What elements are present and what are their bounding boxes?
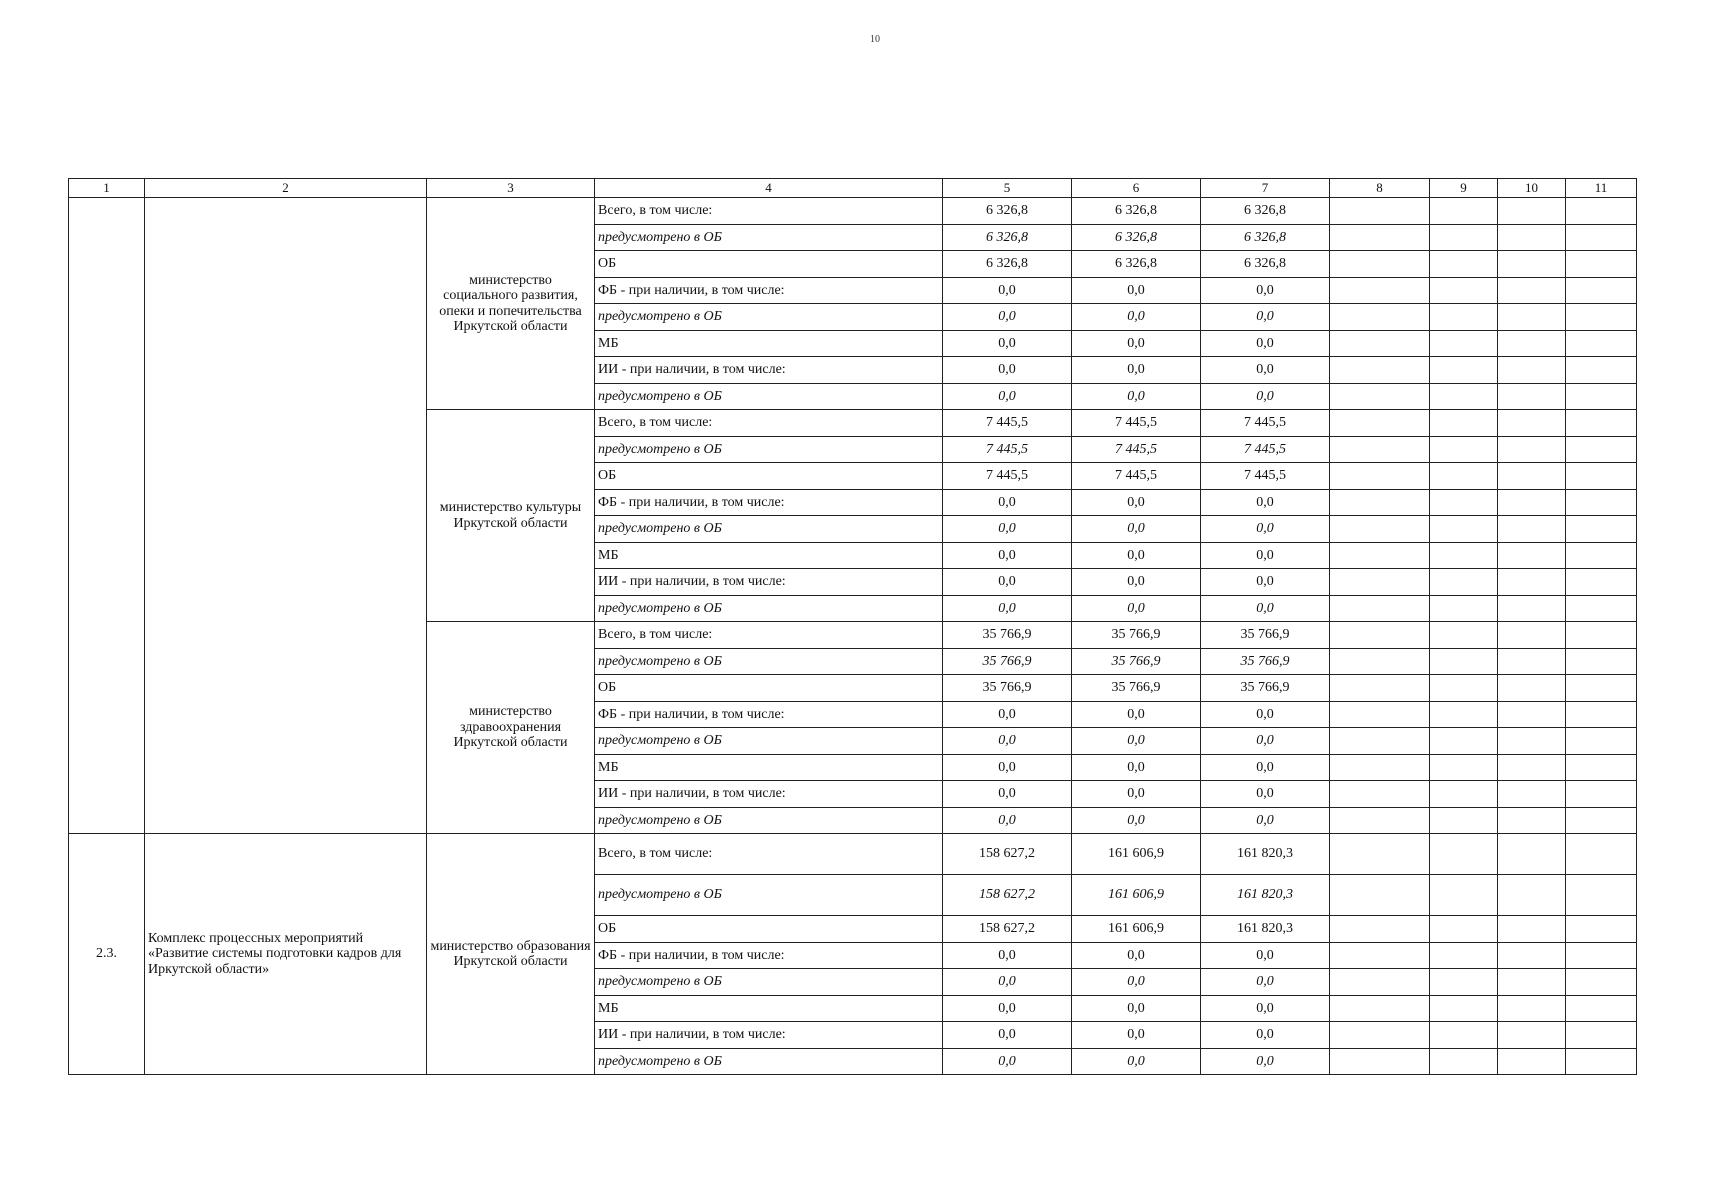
value-col5: 7 445,5: [943, 463, 1072, 490]
empty-cell-col9: [1430, 648, 1498, 675]
empty-cell-col10: [1498, 516, 1566, 543]
value-col7: 0,0: [1201, 1022, 1330, 1049]
empty-cell-col8: [1330, 304, 1430, 331]
empty-cell-col10: [1498, 569, 1566, 596]
funding-source-label: ОБ: [595, 675, 943, 702]
value-col5: 0,0: [943, 542, 1072, 569]
empty-cell-col11: [1566, 701, 1637, 728]
budget-table: [68, 178, 1637, 1075]
empty-cell-col11: [1566, 357, 1637, 384]
item-name-cell: [145, 198, 427, 834]
empty-cell-col11: [1566, 834, 1637, 875]
empty-cell-col8: [1330, 648, 1430, 675]
funding-source-label: ИИ - при наличии, в том числе:: [595, 1022, 943, 1049]
value-col6: 0,0: [1072, 595, 1201, 622]
empty-cell-col11: [1566, 1022, 1637, 1049]
empty-cell-col8: [1330, 781, 1430, 808]
value-col6: 0,0: [1072, 754, 1201, 781]
value-col7: 0,0: [1201, 728, 1330, 755]
empty-cell-col9: [1430, 1048, 1498, 1075]
value-col6: 0,0: [1072, 1022, 1201, 1049]
empty-cell-col9: [1430, 516, 1498, 543]
value-col7: 35 766,9: [1201, 622, 1330, 649]
empty-cell-col11: [1566, 463, 1637, 490]
empty-cell-col9: [1430, 622, 1498, 649]
empty-cell-col8: [1330, 224, 1430, 251]
empty-cell-col8: [1330, 277, 1430, 304]
column-number: 5: [943, 179, 1072, 198]
empty-cell-col11: [1566, 224, 1637, 251]
column-number: 4: [595, 179, 943, 198]
value-col7: 0,0: [1201, 383, 1330, 410]
funding-source-label: предусмотрено в ОБ: [595, 648, 943, 675]
empty-cell-col8: [1330, 436, 1430, 463]
funding-source-label: ФБ - при наличии, в том числе:: [595, 489, 943, 516]
value-col5: 6 326,8: [943, 198, 1072, 225]
empty-cell-col9: [1430, 807, 1498, 834]
empty-cell-col8: [1330, 198, 1430, 225]
empty-cell-col10: [1498, 330, 1566, 357]
value-col5: 35 766,9: [943, 648, 1072, 675]
value-col6: 7 445,5: [1072, 436, 1201, 463]
empty-cell-col10: [1498, 277, 1566, 304]
funding-source-label: Всего, в том числе:: [595, 622, 943, 649]
value-col6: 161 606,9: [1072, 834, 1201, 875]
empty-cell-col9: [1430, 675, 1498, 702]
empty-cell-col9: [1430, 251, 1498, 278]
value-col6: 161 606,9: [1072, 916, 1201, 943]
funding-source-label: МБ: [595, 542, 943, 569]
empty-cell-col11: [1566, 675, 1637, 702]
value-col6: 0,0: [1072, 383, 1201, 410]
empty-cell-col9: [1430, 489, 1498, 516]
page-number: 10: [870, 34, 880, 45]
funding-source-label: ИИ - при наличии, в том числе:: [595, 569, 943, 596]
executor-cell: министерство социального развития, опеки и попечительства Иркутской области: [427, 198, 595, 410]
empty-cell-col10: [1498, 304, 1566, 331]
empty-cell-col11: [1566, 728, 1637, 755]
column-number: 3: [427, 179, 595, 198]
empty-cell-col8: [1330, 357, 1430, 384]
empty-cell-col10: [1498, 728, 1566, 755]
funding-source-label: предусмотрено в ОБ: [595, 304, 943, 331]
funding-source-label: Всего, в том числе:: [595, 198, 943, 225]
value-col5: 0,0: [943, 807, 1072, 834]
value-col5: 0,0: [943, 516, 1072, 543]
value-col6: 0,0: [1072, 942, 1201, 969]
empty-cell-col10: [1498, 995, 1566, 1022]
value-col5: 0,0: [943, 728, 1072, 755]
value-col7: 0,0: [1201, 995, 1330, 1022]
empty-cell-col9: [1430, 410, 1498, 437]
value-col7: 0,0: [1201, 754, 1330, 781]
value-col7: 0,0: [1201, 330, 1330, 357]
funding-source-label: предусмотрено в ОБ: [595, 807, 943, 834]
empty-cell-col11: [1566, 595, 1637, 622]
empty-cell-col9: [1430, 781, 1498, 808]
empty-cell-col10: [1498, 916, 1566, 943]
empty-cell-col11: [1566, 1048, 1637, 1075]
funding-source-label: Всего, в том числе:: [595, 834, 943, 875]
empty-cell-col8: [1330, 701, 1430, 728]
funding-source-label: предусмотрено в ОБ: [595, 436, 943, 463]
empty-cell-col9: [1430, 595, 1498, 622]
empty-cell-col8: [1330, 916, 1430, 943]
value-col7: 161 820,3: [1201, 834, 1330, 875]
empty-cell-col8: [1330, 622, 1430, 649]
funding-source-label: предусмотрено в ОБ: [595, 383, 943, 410]
empty-cell-col9: [1430, 304, 1498, 331]
empty-cell-col9: [1430, 224, 1498, 251]
empty-cell-col8: [1330, 807, 1430, 834]
empty-cell-col8: [1330, 728, 1430, 755]
empty-cell-col10: [1498, 542, 1566, 569]
empty-cell-col9: [1430, 834, 1498, 875]
value-col5: 0,0: [943, 754, 1072, 781]
value-col6: 0,0: [1072, 542, 1201, 569]
empty-cell-col10: [1498, 595, 1566, 622]
empty-cell-col8: [1330, 969, 1430, 996]
empty-cell-col10: [1498, 1048, 1566, 1075]
empty-cell-col10: [1498, 942, 1566, 969]
empty-cell-col11: [1566, 807, 1637, 834]
empty-cell-col11: [1566, 916, 1637, 943]
empty-cell-col9: [1430, 942, 1498, 969]
empty-cell-col10: [1498, 251, 1566, 278]
empty-cell-col10: [1498, 701, 1566, 728]
funding-source-label: предусмотрено в ОБ: [595, 728, 943, 755]
empty-cell-col9: [1430, 383, 1498, 410]
item-number-cell: [69, 198, 145, 834]
column-number: 11: [1566, 179, 1637, 198]
empty-cell-col8: [1330, 1048, 1430, 1075]
empty-cell-col11: [1566, 648, 1637, 675]
funding-source-label: МБ: [595, 330, 943, 357]
funding-source-label: ОБ: [595, 916, 943, 943]
empty-cell-col8: [1330, 330, 1430, 357]
value-col7: 6 326,8: [1201, 224, 1330, 251]
value-col7: 0,0: [1201, 516, 1330, 543]
value-col7: 0,0: [1201, 701, 1330, 728]
value-col6: 7 445,5: [1072, 410, 1201, 437]
value-col5: 0,0: [943, 781, 1072, 808]
value-col5: 0,0: [943, 304, 1072, 331]
value-col7: 7 445,5: [1201, 463, 1330, 490]
empty-cell-col11: [1566, 410, 1637, 437]
funding-source-label: предусмотрено в ОБ: [595, 516, 943, 543]
empty-cell-col11: [1566, 995, 1637, 1022]
value-col7: 35 766,9: [1201, 648, 1330, 675]
empty-cell-col11: [1566, 277, 1637, 304]
empty-cell-col11: [1566, 383, 1637, 410]
executor-cell: министерство образования Иркутской области: [427, 834, 595, 1075]
column-number: 10: [1498, 179, 1566, 198]
empty-cell-col8: [1330, 595, 1430, 622]
value-col5: 158 627,2: [943, 875, 1072, 916]
funding-source-label: предусмотрено в ОБ: [595, 875, 943, 916]
funding-source-label: предусмотрено в ОБ: [595, 1048, 943, 1075]
column-number: 6: [1072, 179, 1201, 198]
empty-cell-col9: [1430, 916, 1498, 943]
value-col6: 0,0: [1072, 277, 1201, 304]
value-col5: 0,0: [943, 701, 1072, 728]
empty-cell-col9: [1430, 995, 1498, 1022]
empty-cell-col10: [1498, 834, 1566, 875]
empty-cell-col11: [1566, 622, 1637, 649]
value-col7: 0,0: [1201, 942, 1330, 969]
funding-source-label: МБ: [595, 754, 943, 781]
value-col6: 0,0: [1072, 969, 1201, 996]
value-col5: 0,0: [943, 569, 1072, 596]
value-col5: 158 627,2: [943, 916, 1072, 943]
value-col6: 6 326,8: [1072, 224, 1201, 251]
empty-cell-col9: [1430, 875, 1498, 916]
value-col6: 0,0: [1072, 781, 1201, 808]
value-col6: 6 326,8: [1072, 198, 1201, 225]
value-col5: 0,0: [943, 357, 1072, 384]
empty-cell-col9: [1430, 463, 1498, 490]
funding-source-label: Всего, в том числе:: [595, 410, 943, 437]
empty-cell-col9: [1430, 357, 1498, 384]
empty-cell-col8: [1330, 1022, 1430, 1049]
empty-cell-col10: [1498, 463, 1566, 490]
empty-cell-col8: [1330, 516, 1430, 543]
value-col6: 0,0: [1072, 569, 1201, 596]
value-col6: 0,0: [1072, 728, 1201, 755]
value-col5: 6 326,8: [943, 251, 1072, 278]
empty-cell-col8: [1330, 383, 1430, 410]
value-col7: 0,0: [1201, 542, 1330, 569]
empty-cell-col10: [1498, 781, 1566, 808]
empty-cell-col8: [1330, 569, 1430, 596]
empty-cell-col11: [1566, 330, 1637, 357]
funding-source-label: ИИ - при наличии, в том числе:: [595, 357, 943, 384]
value-col5: 6 326,8: [943, 224, 1072, 251]
empty-cell-col11: [1566, 569, 1637, 596]
empty-cell-col8: [1330, 410, 1430, 437]
value-col6: 0,0: [1072, 1048, 1201, 1075]
value-col7: 0,0: [1201, 969, 1330, 996]
empty-cell-col9: [1430, 436, 1498, 463]
table-row: [69, 834, 1637, 875]
value-col5: 7 445,5: [943, 436, 1072, 463]
column-number: 9: [1430, 179, 1498, 198]
empty-cell-col11: [1566, 489, 1637, 516]
empty-cell-col9: [1430, 754, 1498, 781]
value-col5: 0,0: [943, 969, 1072, 996]
value-col7: 0,0: [1201, 489, 1330, 516]
value-col7: 0,0: [1201, 569, 1330, 596]
empty-cell-col11: [1566, 251, 1637, 278]
empty-cell-col10: [1498, 224, 1566, 251]
empty-cell-col10: [1498, 436, 1566, 463]
value-col7: 0,0: [1201, 781, 1330, 808]
value-col7: 6 326,8: [1201, 251, 1330, 278]
empty-cell-col10: [1498, 357, 1566, 384]
empty-cell-col10: [1498, 807, 1566, 834]
column-number: 7: [1201, 179, 1330, 198]
empty-cell-col11: [1566, 942, 1637, 969]
value-col7: 0,0: [1201, 595, 1330, 622]
item-name-cell: Комплекс процессных мероприятий «Развитие системы подготовки кадров для Иркутской области»: [145, 834, 427, 1075]
value-col5: 35 766,9: [943, 675, 1072, 702]
funding-source-label: ОБ: [595, 463, 943, 490]
empty-cell-col9: [1430, 701, 1498, 728]
empty-cell-col10: [1498, 754, 1566, 781]
value-col7: 35 766,9: [1201, 675, 1330, 702]
value-col7: 161 820,3: [1201, 916, 1330, 943]
funding-source-label: ФБ - при наличии, в том числе:: [595, 701, 943, 728]
empty-cell-col10: [1498, 489, 1566, 516]
funding-source-label: ФБ - при наличии, в том числе:: [595, 942, 943, 969]
value-col6: 35 766,9: [1072, 622, 1201, 649]
funding-source-label: ОБ: [595, 251, 943, 278]
table-body: [69, 179, 1637, 1075]
funding-source-label: ИИ - при наличии, в том числе:: [595, 781, 943, 808]
empty-cell-col10: [1498, 875, 1566, 916]
empty-cell-col11: [1566, 754, 1637, 781]
funding-source-label: предусмотрено в ОБ: [595, 969, 943, 996]
value-col5: 0,0: [943, 277, 1072, 304]
column-number: 2: [145, 179, 427, 198]
value-col6: 0,0: [1072, 995, 1201, 1022]
empty-cell-col11: [1566, 198, 1637, 225]
value-col5: 0,0: [943, 942, 1072, 969]
empty-cell-col10: [1498, 198, 1566, 225]
value-col6: 0,0: [1072, 357, 1201, 384]
empty-cell-col8: [1330, 675, 1430, 702]
empty-cell-col9: [1430, 969, 1498, 996]
value-col5: 158 627,2: [943, 834, 1072, 875]
value-col5: 0,0: [943, 1022, 1072, 1049]
value-col6: 35 766,9: [1072, 675, 1201, 702]
value-col6: 0,0: [1072, 304, 1201, 331]
value-col6: 0,0: [1072, 701, 1201, 728]
value-col7: 0,0: [1201, 277, 1330, 304]
value-col6: 0,0: [1072, 489, 1201, 516]
value-col7: 161 820,3: [1201, 875, 1330, 916]
value-col7: 0,0: [1201, 357, 1330, 384]
empty-cell-col8: [1330, 942, 1430, 969]
empty-cell-col11: [1566, 969, 1637, 996]
value-col5: 0,0: [943, 330, 1072, 357]
empty-cell-col11: [1566, 516, 1637, 543]
empty-cell-col8: [1330, 542, 1430, 569]
empty-cell-col9: [1430, 542, 1498, 569]
empty-cell-col8: [1330, 489, 1430, 516]
funding-source-label: МБ: [595, 995, 943, 1022]
empty-cell-col8: [1330, 995, 1430, 1022]
column-number-row: [69, 179, 1637, 198]
value-col5: 0,0: [943, 489, 1072, 516]
empty-cell-col9: [1430, 1022, 1498, 1049]
empty-cell-col10: [1498, 969, 1566, 996]
empty-cell-col11: [1566, 436, 1637, 463]
empty-cell-col11: [1566, 781, 1637, 808]
value-col5: 0,0: [943, 595, 1072, 622]
value-col7: 6 326,8: [1201, 198, 1330, 225]
funding-source-label: ФБ - при наличии, в том числе:: [595, 277, 943, 304]
value-col6: 0,0: [1072, 330, 1201, 357]
funding-source-label: предусмотрено в ОБ: [595, 595, 943, 622]
value-col6: 161 606,9: [1072, 875, 1201, 916]
funding-source-label: предусмотрено в ОБ: [595, 224, 943, 251]
value-col6: 0,0: [1072, 807, 1201, 834]
value-col5: 7 445,5: [943, 410, 1072, 437]
column-number: 1: [69, 179, 145, 198]
empty-cell-col10: [1498, 1022, 1566, 1049]
empty-cell-col10: [1498, 675, 1566, 702]
empty-cell-col11: [1566, 542, 1637, 569]
value-col6: 0,0: [1072, 516, 1201, 543]
value-col7: 0,0: [1201, 1048, 1330, 1075]
value-col7: 0,0: [1201, 807, 1330, 834]
value-col7: 7 445,5: [1201, 436, 1330, 463]
value-col5: 35 766,9: [943, 622, 1072, 649]
value-col6: 7 445,5: [1072, 463, 1201, 490]
value-col6: 6 326,8: [1072, 251, 1201, 278]
empty-cell-col8: [1330, 834, 1430, 875]
item-number-cell: 2.3.: [69, 834, 145, 1075]
empty-cell-col10: [1498, 622, 1566, 649]
empty-cell-col9: [1430, 198, 1498, 225]
executor-cell: министерство здравоохранения Иркутской области: [427, 622, 595, 834]
value-col5: 0,0: [943, 1048, 1072, 1075]
value-col7: 0,0: [1201, 304, 1330, 331]
empty-cell-col8: [1330, 875, 1430, 916]
empty-cell-col8: [1330, 754, 1430, 781]
empty-cell-col9: [1430, 569, 1498, 596]
column-number: 8: [1330, 179, 1430, 198]
empty-cell-col8: [1330, 463, 1430, 490]
empty-cell-col9: [1430, 728, 1498, 755]
empty-cell-col9: [1430, 330, 1498, 357]
empty-cell-col11: [1566, 304, 1637, 331]
empty-cell-col10: [1498, 410, 1566, 437]
empty-cell-col9: [1430, 277, 1498, 304]
value-col7: 7 445,5: [1201, 410, 1330, 437]
empty-cell-col11: [1566, 875, 1637, 916]
value-col5: 0,0: [943, 383, 1072, 410]
value-col6: 35 766,9: [1072, 648, 1201, 675]
executor-cell: министерство культуры Иркутской области: [427, 410, 595, 622]
empty-cell-col8: [1330, 251, 1430, 278]
empty-cell-col10: [1498, 383, 1566, 410]
empty-cell-col10: [1498, 648, 1566, 675]
table-row: [69, 198, 1637, 225]
value-col5: 0,0: [943, 995, 1072, 1022]
